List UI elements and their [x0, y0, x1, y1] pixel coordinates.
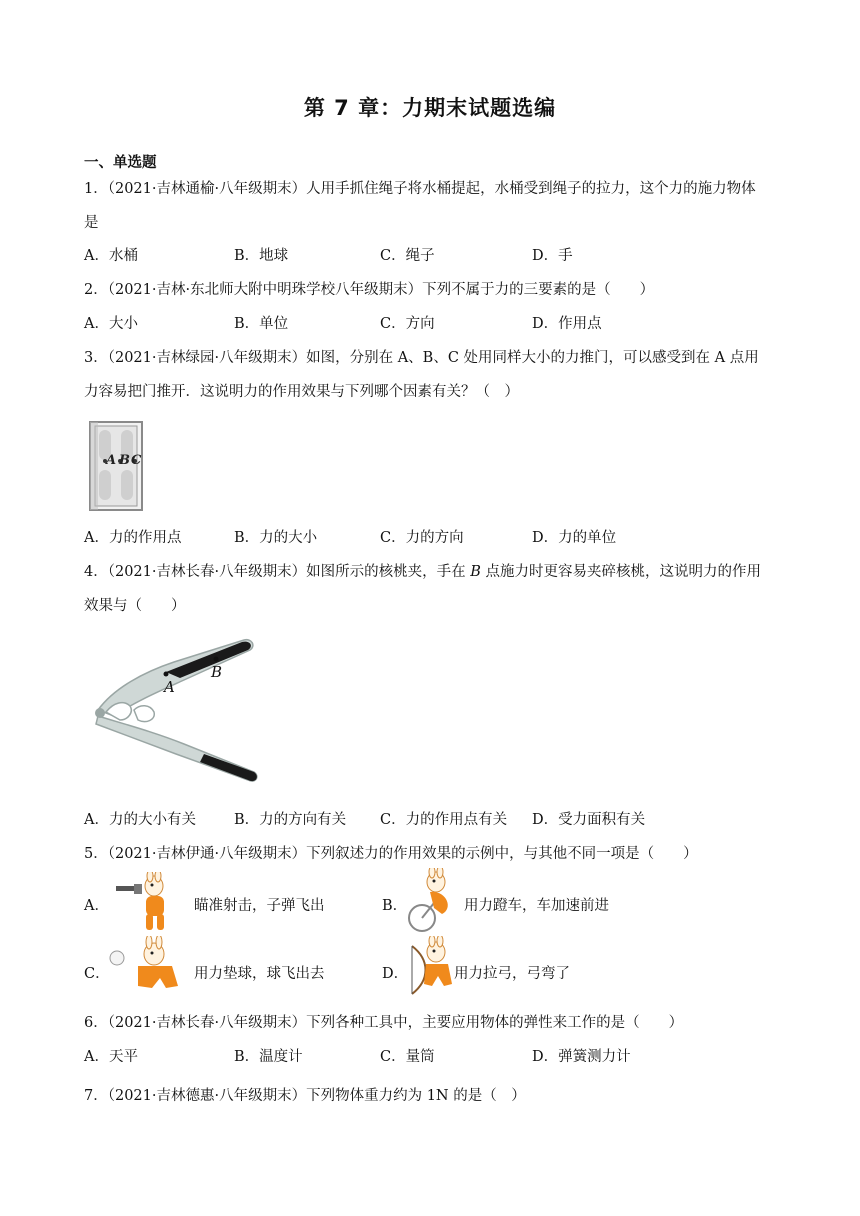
question-4-options: [84, 809, 784, 831]
rabbit-shooting-icon: [116, 872, 186, 934]
option-a[interactable]: A．天平: [84, 1049, 138, 1065]
option-b[interactable]: B．力的大小: [234, 530, 318, 546]
option-b[interactable]: B．地球: [234, 248, 289, 264]
option-b-letter: B．: [382, 898, 408, 914]
option-b[interactable]: B．力的方向有关: [234, 812, 347, 828]
option-c[interactable]: C．方向: [380, 316, 435, 332]
nutcracker-label-a: A: [164, 678, 175, 696]
question-1-text-cont: 是: [84, 215, 99, 231]
option-b-text: 用力蹬车，车加速前进: [464, 898, 609, 914]
question-4-text-cont: 效果与（ ）: [84, 598, 186, 614]
question-7-text: 7．（2021·吉林德惠·八年级期末）下列物体重力约为 1N 的是（ ）: [84, 1088, 526, 1104]
question-4-text: [84, 561, 790, 583]
option-c-text: 用力垫球，球飞出去: [194, 966, 325, 982]
question-1-options: [84, 245, 784, 267]
option-a[interactable]: A．力的作用点: [84, 530, 182, 546]
rabbit-volleyball-icon: [108, 936, 194, 1002]
door-figure: [88, 420, 148, 512]
option-d[interactable]: D．手: [532, 248, 573, 264]
question-5-text: 5．（2021·吉林伊通·八年级期末）下列叙述力的作用效果的示例中，与其他不同一项是（ ）: [84, 846, 698, 862]
option-c[interactable]: C．绳子: [380, 248, 435, 264]
question-5-option-b[interactable]: [382, 868, 742, 928]
option-c[interactable]: C．力的方向: [380, 530, 464, 546]
option-b[interactable]: B．单位: [234, 316, 289, 332]
question-3-text-cont: 力容易把门推开．这说明力的作用效果与下列哪个因素有关？（ ）: [84, 384, 519, 400]
option-d[interactable]: D．力的单位: [532, 530, 617, 546]
option-a[interactable]: A．大小: [84, 316, 138, 332]
option-d[interactable]: D．作用点: [532, 316, 602, 332]
door-label-a: A: [106, 453, 117, 468]
option-d[interactable]: D．弹簧测力计: [532, 1049, 631, 1065]
question-5-option-d[interactable]: [382, 936, 742, 1002]
question-2-text: 2．（2021·吉林·东北师大附中明珠学校八年级期末）下列不属于力的三要素的是（ ）: [84, 282, 655, 298]
question-5-option-a[interactable]: [84, 872, 384, 932]
option-d-letter: D．: [382, 966, 409, 982]
section-heading: 一、单选题: [84, 155, 157, 171]
option-a-letter: A．: [84, 898, 109, 914]
page-title: 第 7 章：力期末试题选编: [303, 96, 557, 120]
question-4-text-c: 点施力时更容易夹碎核桃，这说明力的作用: [480, 564, 761, 580]
option-c-letter: C．: [84, 966, 110, 982]
option-a-text: 瞄准射击，子弹飞出: [194, 898, 325, 914]
option-a[interactable]: A．力的大小有关: [84, 812, 196, 828]
question-2-options: [84, 313, 784, 335]
question-4-point-b: B: [470, 564, 481, 580]
nutcracker-figure: [84, 632, 264, 792]
question-3-options: [84, 527, 784, 549]
question-4-text-a: 4．（2021·吉林长春·八年级期末）如图所示的核桃夹，手在: [84, 564, 471, 580]
option-c[interactable]: C．量筒: [380, 1049, 435, 1065]
question-3-text: 3．（2021·吉林绿园·八年级期末）如图，分别在 A、B、C 处用同样大小的力推门，可以感受到在 A 点用: [84, 350, 759, 366]
question-6-options: [84, 1046, 784, 1068]
option-c[interactable]: C．力的作用点有关: [380, 812, 508, 828]
door-label-b: B: [119, 453, 130, 468]
question-1-text: 1．（2021·吉林通榆·八年级期末）人用手抓住绳子将水桶提起，水桶受到绳子的拉力，这个力的施力物体: [84, 181, 756, 197]
option-d[interactable]: D．受力面积有关: [532, 812, 646, 828]
door-label-c: C: [131, 453, 142, 468]
nutcracker-label-b: B: [211, 663, 223, 681]
question-5-option-c[interactable]: [84, 936, 384, 1002]
option-b[interactable]: B．温度计: [234, 1049, 303, 1065]
option-d-text: 用力拉弓，弓弯了: [454, 966, 570, 982]
option-a[interactable]: A．水桶: [84, 248, 138, 264]
question-6-text: 6．（2021·吉林长春·八年级期末）下列各种工具中，主要应用物体的弹性来工作的是（ ）: [84, 1015, 684, 1031]
rabbit-cycling-icon: [406, 868, 462, 936]
